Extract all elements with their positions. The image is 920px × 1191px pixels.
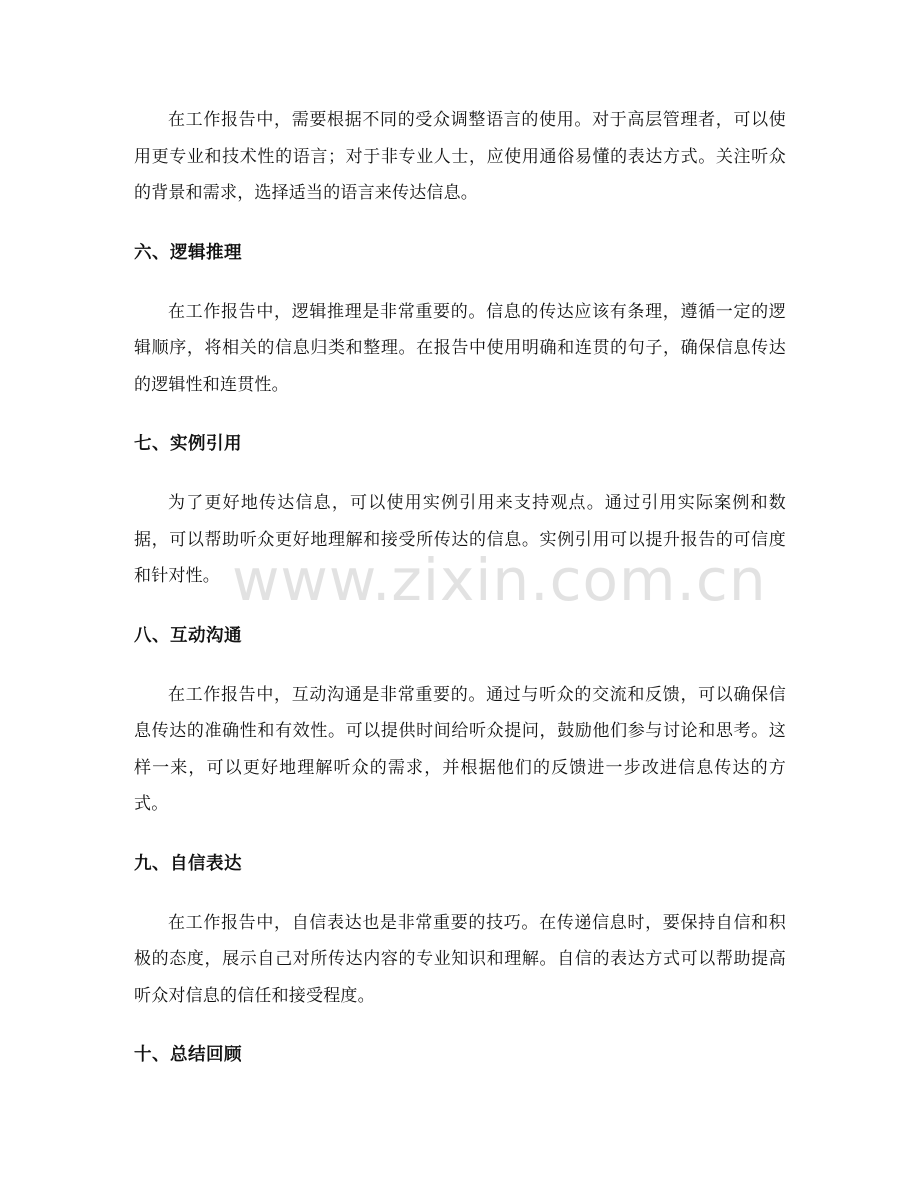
watermark: www.zixin.com.cn — [232, 546, 767, 614]
section-heading-summary: 十、总结回顾 — [134, 1045, 242, 1065]
document-body — [134, 102, 786, 1070]
spacer — [134, 651, 786, 677]
section-body-interaction: 在工作报告中，互动沟通是非常重要的。通过与听众的交流和反馈，可以确保信息传达的准确性和有效性。可以提供时间给听众提问，鼓励他们参与讨论和思考。这样一来，可以更好地理解听众的需求，并根据他们的反馈进一步改进信息传达的方式。 — [134, 684, 786, 814]
spacer — [134, 879, 786, 905]
section-body-logic: 在工作报告中，逻辑推理是非常重要的。信息的传达应该有条理，遵循一定的逻辑顺序，将相关的信息归类和整理。在报告中使用明确和连贯的句子，确保信息传达的逻辑性和连贯性。 — [134, 301, 786, 395]
spacer — [134, 823, 786, 849]
section-heading-logic: 六、逻辑推理 — [134, 242, 242, 263]
spacer — [134, 1014, 786, 1040]
intro-paragraph: 在工作报告中，需要根据不同的受众调整语言的使用。对于高层管理者，可以使用更专业和技术性的语言；对于非专业人士，应使用通俗易懂的表达方式。关注听众的背景和需求，选择适当的语言来传达信息。 — [134, 110, 786, 203]
spacer — [134, 268, 786, 294]
spacer — [134, 212, 786, 238]
section-body-examples: 为了更好地传达信息，可以使用实例引用来支持观点。通过引用实际案例和数据，可以帮助听众更好地理解和接受所传达的信息。实例引用可以提升报告的可信度和针对性。 — [134, 493, 786, 586]
spacer — [134, 595, 786, 621]
section-heading-examples: 七、实例引用 — [134, 434, 242, 454]
section-heading-interaction: 八、互动沟通 — [134, 625, 242, 646]
spacer — [134, 403, 786, 429]
spacer — [134, 459, 786, 485]
section-body-confidence: 在工作报告中，自信表达也是非常重要的技巧。在传递信息时，要保持自信和积极的态度，展示自己对所传达内容的专业知识和理解。自信的表达方式可以帮助提高听众对信息的信任和接受程度。 — [134, 912, 786, 1006]
section-heading-confidence: 九、自信表达 — [134, 853, 242, 874]
